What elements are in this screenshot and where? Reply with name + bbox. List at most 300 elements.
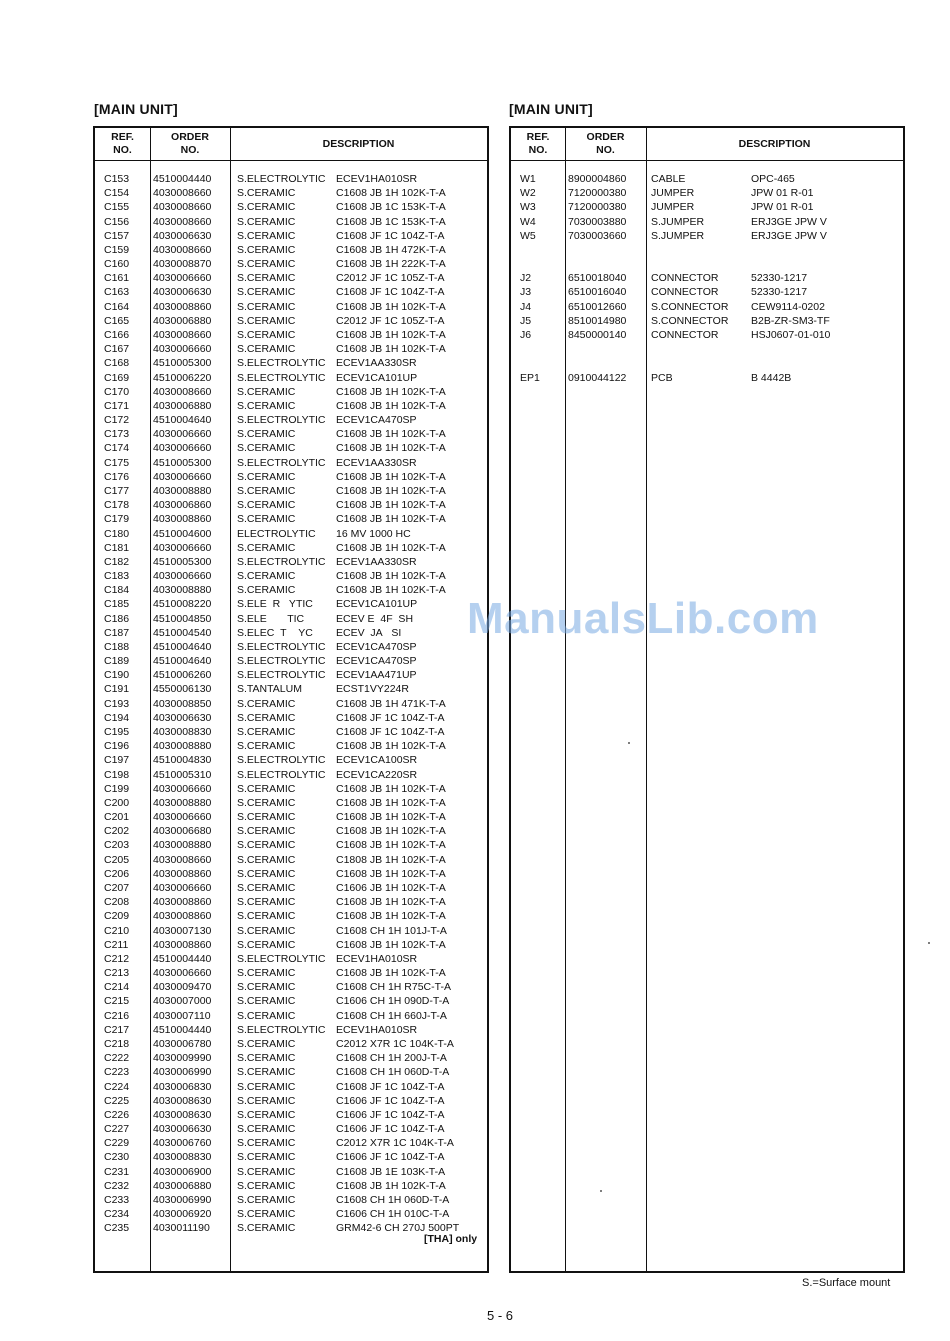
order-no-cell: 4030008880 [153,484,212,497]
ref-no-cell: C226 [104,1108,130,1121]
ref-no-cell: C179 [104,513,130,526]
table-row [511,229,903,243]
order-no-cell: 4510004830 [153,754,212,767]
table-row [95,1136,487,1150]
right-parts-table [509,126,905,1273]
table-row [95,583,487,597]
part-number-cell: 16 MV 1000 HC [336,527,411,540]
part-number-cell: C1608 JB 1H 102K-T-A [336,343,446,356]
part-number-cell: C1608 JB 1H 102K-T-A [336,796,446,809]
ref-no-cell: C233 [104,1193,130,1206]
ref-no-header: REF. NO. [526,131,550,156]
part-type-cell: S.CERAMIC [237,867,296,880]
ref-no-cell: C163 [104,286,130,299]
part-type-cell: CONNECTOR [651,286,719,299]
order-no-cell: 4030008860 [153,896,212,909]
order-no-cell: 0910044122 [568,371,627,384]
order-no-cell: 6510012660 [568,300,627,313]
part-type-cell: S.ELECTROLYTIC [237,669,326,682]
part-number-cell: C1606 JF 1C 104Z-T-A [336,1123,445,1136]
table-row [95,300,487,314]
part-type-cell: S.CERAMIC [237,924,296,937]
order-no-cell: 4510004600 [153,527,212,540]
ref-no-cell: C200 [104,796,130,809]
table-row [95,257,487,271]
order-no-cell: 4510004640 [153,655,212,668]
part-type-cell: S.CERAMIC [237,428,296,441]
order-no-cell: 4030006880 [153,399,212,412]
ref-no-cell: C171 [104,399,130,412]
table-row [511,314,903,328]
part-number-cell: C1608 JB 1H 102K-T-A [336,187,446,200]
ref-no-cell: C211 [104,938,129,951]
order-no-cell: 4030008660 [153,385,212,398]
table-row [95,640,487,654]
order-no-cell: 4030006920 [153,1208,212,1221]
ref-no-cell: EP1 [520,371,540,384]
part-number-cell: OPC-465 [751,173,795,185]
part-number-cell: C1608 JB 1H 472K-T-A [336,243,446,256]
order-no-cell: 4510004850 [153,612,212,625]
part-type-cell: S.ELECTROLYTIC [237,456,326,469]
ref-no-cell: C165 [104,314,130,327]
ref-no-cell: C227 [104,1123,130,1136]
table-row [95,243,487,257]
ref-no-cell: C175 [104,456,130,469]
table-row [95,895,487,909]
part-number-cell: C1608 CH 1H 200J-T-A [336,1052,447,1065]
part-type-cell: S.CERAMIC [237,796,296,809]
part-number-cell: C1608 JB 1H 102K-T-A [336,811,446,824]
ref-no-cell: C193 [104,697,130,710]
table-row [95,271,487,285]
part-type-cell: S.CERAMIC [237,229,296,242]
ref-no-cell: C180 [104,527,130,540]
table-row [95,924,487,938]
part-type-cell: S.ELECTROLYTIC [237,1023,326,1036]
part-number-cell: C1608 JB 1H 102K-T-A [336,399,446,412]
ref-no-cell: C196 [104,740,130,753]
table-header [511,128,903,161]
ref-no-cell: W1 [520,173,536,185]
ref-no-cell: C161 [104,272,130,285]
table-row [95,1037,487,1051]
table-row [95,838,487,852]
part-type-cell: S.CERAMIC [237,499,296,512]
part-type-cell: S.ELECTROLYTIC [237,768,326,781]
table-row [95,441,487,455]
part-type-cell: S.ELECTROLYTIC [237,371,326,384]
part-type-cell: S.CERAMIC [237,1165,296,1178]
part-type-cell: S.CERAMIC [237,1208,296,1221]
table-row [95,1065,487,1079]
order-no-cell: 4030008860 [153,910,212,923]
table-row [95,668,487,682]
part-number-cell: JPW 01 R-01 [751,201,814,214]
ref-no-cell: C169 [104,371,130,384]
order-no-cell: 4030007000 [153,995,212,1008]
ref-no-cell: C210 [104,924,130,937]
order-no-cell: 4030008870 [153,258,212,271]
part-type-cell: S.CERAMIC [237,385,296,398]
ref-no-cell: C185 [104,598,130,611]
part-type-cell: S.CERAMIC [237,584,296,597]
ref-no-cell: C194 [104,711,130,724]
ref-no-cell: C157 [104,229,130,242]
table-row [95,484,487,498]
part-type-cell: S.CONNECTOR [651,300,729,313]
table-row [95,1221,487,1235]
part-type-cell: S.CONNECTOR [651,314,729,327]
table-row [95,555,487,569]
table-row [511,200,903,214]
part-type-cell: S.CERAMIC [237,1179,296,1192]
table-row [95,1179,487,1193]
order-no-cell: 4030009990 [153,1052,212,1065]
order-no-cell: 4030006880 [153,1179,212,1192]
table-row [95,1122,487,1136]
table-row [95,966,487,980]
order-no-cell: 4030008860 [153,867,212,880]
ref-no-cell: C191 [104,683,130,696]
part-number-cell: ECEV1AA330SR [336,456,417,469]
part-number-cell: ECEV1CA101UP [336,598,418,611]
ref-no-cell: C178 [104,499,130,512]
table-row [95,753,487,767]
order-no-cell: 4030008880 [153,796,212,809]
ref-no-cell: C232 [104,1179,130,1192]
part-number-cell: C1608 CH 1H 101J-T-A [336,924,447,937]
part-type-cell: S.ELECTROLYTIC [237,754,326,767]
order-no-cell: 4030006990 [153,1193,212,1206]
part-number-cell: C1608 JB 1H 102K-T-A [336,839,446,852]
part-number-cell: C1608 JB 1H 102K-T-A [336,740,446,753]
ref-no-cell: J2 [520,272,532,285]
part-type-cell: S.CERAMIC [237,711,296,724]
part-type-cell: S.CERAMIC [237,938,296,951]
order-no-cell: 4510004440 [153,952,212,965]
part-number-cell: C1608 JB 1H 102K-T-A [336,910,446,923]
order-no-cell: 4030008860 [153,938,212,951]
part-type-cell: S.CERAMIC [237,896,296,909]
table-row [95,328,487,342]
ref-no-cell: C208 [104,896,130,909]
order-no-cell: 4510004640 [153,640,212,653]
part-number-cell: C1608 JB 1C 153K-T-A [336,201,446,214]
part-type-cell: CABLE [651,173,686,185]
order-no-cell: 4030006780 [153,1037,212,1050]
table-row [95,810,487,824]
ref-no-cell: C166 [104,328,130,341]
order-no-cell: 7030003660 [568,229,627,242]
ref-no-cell: C206 [104,867,130,880]
order-no-cell: 4030006630 [153,286,212,299]
watermark-logo: ManualsLib.com [467,594,819,643]
part-number-cell: C1608 JB 1H 102K-T-A [336,300,446,313]
table-row [511,271,903,285]
part-number-cell: C1608 JB 1H 102K-T-A [336,499,446,512]
part-number-cell: C1608 JB 1H 102K-T-A [336,328,446,341]
table-row [95,654,487,668]
ref-no-cell: C195 [104,726,130,739]
table-row [95,470,487,484]
ref-no-cell: C205 [104,853,130,866]
order-no-cell: 4030006630 [153,1123,212,1136]
ref-no-cell: C187 [104,626,130,639]
part-number-cell: C1608 JB 1H 102K-T-A [336,470,446,483]
part-number-cell: CEW9114-0202 [751,300,825,313]
table-row [95,1165,487,1179]
part-number-cell: C1606 JB 1H 102K-T-A [336,882,446,894]
order-no-cell: 4030006660 [153,811,212,824]
ref-no-cell: C231 [104,1165,130,1178]
part-number-cell: C1608 JF 1C 104Z-T-A [336,711,445,724]
table-row [95,541,487,555]
part-number-cell: C1608 JB 1H 102K-T-A [336,570,446,583]
part-number-cell: C1608 JF 1C 104Z-T-A [336,229,445,242]
order-no-header: ORDER NO. [171,131,209,156]
left-section-title: [MAIN UNIT] [94,101,178,117]
order-no-cell: 7030003880 [568,215,627,228]
ref-no-cell: W3 [520,201,536,214]
table-row [95,739,487,753]
part-number-cell: C1608 JB 1H 102K-T-A [336,825,446,838]
part-number-cell: 52330-1217 [751,286,808,299]
part-number-cell: ECEV1CA470SP [336,640,417,653]
part-type-cell: S.CERAMIC [237,697,296,710]
ref-no-cell: J5 [520,314,532,327]
part-type-cell: S.CERAMIC [237,1108,296,1121]
order-no-cell: 4030008880 [153,584,212,597]
table-row [95,498,487,512]
order-no-cell: 4030008660 [153,201,212,214]
table-row [95,172,487,186]
table-row [95,867,487,881]
table-row [95,697,487,711]
part-type-cell: S.CERAMIC [237,726,296,739]
page-number: 5 - 6 [487,1308,514,1323]
part-type-cell: S.CERAMIC [237,187,296,200]
table-row [95,385,487,399]
part-number-cell: C2012 X7R 1C 104K-T-A [336,1137,454,1150]
order-no-cell: 4030008830 [153,726,212,739]
part-type-cell: JUMPER [651,187,695,200]
ref-no-cell: C234 [104,1208,130,1221]
part-number-cell: C1608 JB 1E 103K-T-A [336,1165,446,1178]
table-row [95,881,487,895]
order-no-cell: 4510006260 [153,669,212,682]
ref-no-cell: C189 [104,655,130,668]
part-number-cell: C1606 CH 1H 010C-T-A [336,1208,450,1221]
table-row [95,612,487,626]
table-row [511,215,903,229]
part-type-cell: S.CERAMIC [237,258,296,271]
table-row [95,725,487,739]
ref-no-cell: C222 [104,1052,130,1065]
order-no-cell: 4030006660 [153,272,212,285]
table-row [95,1023,487,1037]
part-number-cell: ECEV1CA470SP [336,414,417,427]
ref-no-cell: C172 [104,414,130,427]
part-number-cell: C1608 JB 1H 102K-T-A [336,938,446,951]
part-number-cell: C2012 X7R 1C 104K-T-A [336,1037,454,1050]
part-type-cell: S.CERAMIC [237,286,296,299]
order-no-cell: 4030011190 [153,1222,210,1235]
description-header: DESCRIPTION [738,137,811,150]
ref-no-cell: C207 [104,882,130,894]
ref-no-cell: C190 [104,669,130,682]
ref-no-cell: C198 [104,768,130,781]
left-parts-table [93,126,489,1273]
table-row [95,229,487,243]
table-row [95,853,487,867]
part-number-cell: ERJ3GE JPW V [751,229,827,242]
tha-only-note: [THA] only [424,1233,478,1245]
order-no-cell: 4510004440 [153,1023,212,1036]
ref-no-cell: C153 [104,173,130,185]
order-no-cell: 4030008660 [153,853,212,866]
table-row [95,215,487,229]
table-row [95,342,487,356]
part-type-cell: S.CERAMIC [237,782,296,795]
ref-no-cell: C203 [104,839,130,852]
part-type-cell: S.CERAMIC [237,1009,296,1022]
table-row [95,1193,487,1207]
part-type-cell: S.CERAMIC [237,882,296,894]
table-row [95,399,487,413]
table-row [95,1150,487,1164]
part-type-cell: CONNECTOR [651,328,719,341]
ref-no-cell: C199 [104,782,130,795]
order-no-cell: 4550006130 [153,683,212,696]
part-number-cell: C1606 JF 1C 104Z-T-A [336,1151,445,1164]
ref-no-cell: C184 [104,584,130,597]
part-type-cell: S.CERAMIC [237,328,296,341]
part-number-cell: C1608 JB 1H 222K-T-A [336,258,446,271]
ref-no-cell: C167 [104,343,130,356]
part-type-cell: S.ELECTROLYTIC [237,173,326,185]
table-row [95,1108,487,1122]
ref-no-cell: W4 [520,215,536,228]
ref-no-cell: C230 [104,1151,130,1164]
scan-speck [600,1190,602,1192]
part-number-cell: C1606 CH 1H 090D-T-A [336,995,450,1008]
part-number-cell: ECEV1CA100SR [336,754,418,767]
ref-no-cell: C235 [104,1222,130,1235]
part-type-cell: S.ELECTROLYTIC [237,952,326,965]
ref-no-cell: C209 [104,910,130,923]
ref-no-cell: C225 [104,1094,130,1107]
part-number-cell: C1608 JB 1H 102K-T-A [336,513,446,526]
part-type-cell: PCB [651,371,673,384]
part-number-cell: C1608 CH 1H 060D-T-A [336,1066,450,1079]
part-type-cell: S.TANTALUM [237,683,302,696]
ref-no-cell: C186 [104,612,130,625]
part-type-cell: S.CERAMIC [237,981,296,994]
order-no-cell: 4510004540 [153,626,212,639]
part-number-cell: ECEV1HA010SR [336,173,418,185]
ref-no-cell: C223 [104,1066,130,1079]
part-type-cell: S.CERAMIC [237,1222,296,1235]
part-type-cell: S.CERAMIC [237,1151,296,1164]
order-no-cell: 4030006900 [153,1165,212,1178]
part-number-cell: C1608 JF 1C 104Z-T-A [336,726,445,739]
order-no-cell: 4030006660 [153,570,212,583]
part-type-cell: S.CERAMIC [237,910,296,923]
table-row [95,200,487,214]
part-number-cell: ECEV E 4F SH [336,612,414,625]
part-number-cell: C1608 JB 1H 102K-T-A [336,782,446,795]
part-type-cell: S.CERAMIC [237,1193,296,1206]
part-number-cell: ECEV JA SI [336,626,402,639]
ref-no-cell: J3 [520,286,532,299]
part-number-cell: C1608 JB 1H 102K-T-A [336,967,446,980]
order-no-cell: 4030006660 [153,442,212,455]
ref-no-cell: C182 [104,555,130,568]
part-number-cell: ECST1VY224R [336,683,409,696]
table-row [511,328,903,342]
order-no-cell: 4030006660 [153,541,212,554]
table-row [95,1094,487,1108]
ref-no-cell: C229 [104,1137,130,1150]
table-row [95,824,487,838]
order-no-cell: 4510004440 [153,173,212,185]
table-row [95,1051,487,1065]
order-no-cell: 4030008860 [153,513,212,526]
part-number-cell: C1608 JF 1C 104Z-T-A [336,286,445,299]
table-row [95,427,487,441]
part-type-cell: S.ELE R YTIC [237,598,313,611]
order-no-cell: 4030006990 [153,1066,212,1079]
order-no-cell: 6510018040 [568,272,627,285]
order-no-cell: 4030006660 [153,470,212,483]
part-type-cell: S.CERAMIC [237,272,296,285]
table-row [95,796,487,810]
table-row [95,682,487,696]
ref-no-cell: C154 [104,187,130,200]
order-no-cell: 4030006660 [153,882,212,894]
order-no-cell: 4030008660 [153,215,212,228]
table-row [95,285,487,299]
order-no-cell: 4030006630 [153,229,212,242]
part-number-cell: ECEV1AA330SR [336,555,417,568]
order-no-cell: 4030006660 [153,782,212,795]
part-type-cell: S.ELECTROLYTIC [237,414,326,427]
part-type-cell: S.CERAMIC [237,1137,296,1150]
part-number-cell: C1608 JB 1H 102K-T-A [336,1179,446,1192]
order-no-cell: 4510005310 [153,768,212,781]
ref-no-cell: C214 [104,981,130,994]
ref-no-cell: C173 [104,428,130,441]
part-number-cell: JPW 01 R-01 [751,187,814,200]
ref-no-cell: C160 [104,258,130,271]
part-number-cell: C1608 JB 1C 153K-T-A [336,215,446,228]
order-no-cell: 8510014980 [568,314,627,327]
part-number-cell: ECEV1HA010SR [336,1023,418,1036]
ref-no-cell: C212 [104,952,130,965]
ref-no-cell: W2 [520,187,536,200]
part-type-cell: S.CERAMIC [237,1052,296,1065]
part-type-cell: ELECTROLYTIC [237,527,316,540]
ref-no-cell: W5 [520,229,536,242]
order-no-cell: 4030009470 [153,981,212,994]
table-row [95,909,487,923]
part-type-cell: S.CERAMIC [237,513,296,526]
part-number-cell: C1608 CH 1H 660J-T-A [336,1009,447,1022]
part-type-cell: S.ELECTROLYTIC [237,357,326,370]
table-row [95,994,487,1008]
part-number-cell: C1606 JF 1C 104Z-T-A [336,1094,445,1107]
